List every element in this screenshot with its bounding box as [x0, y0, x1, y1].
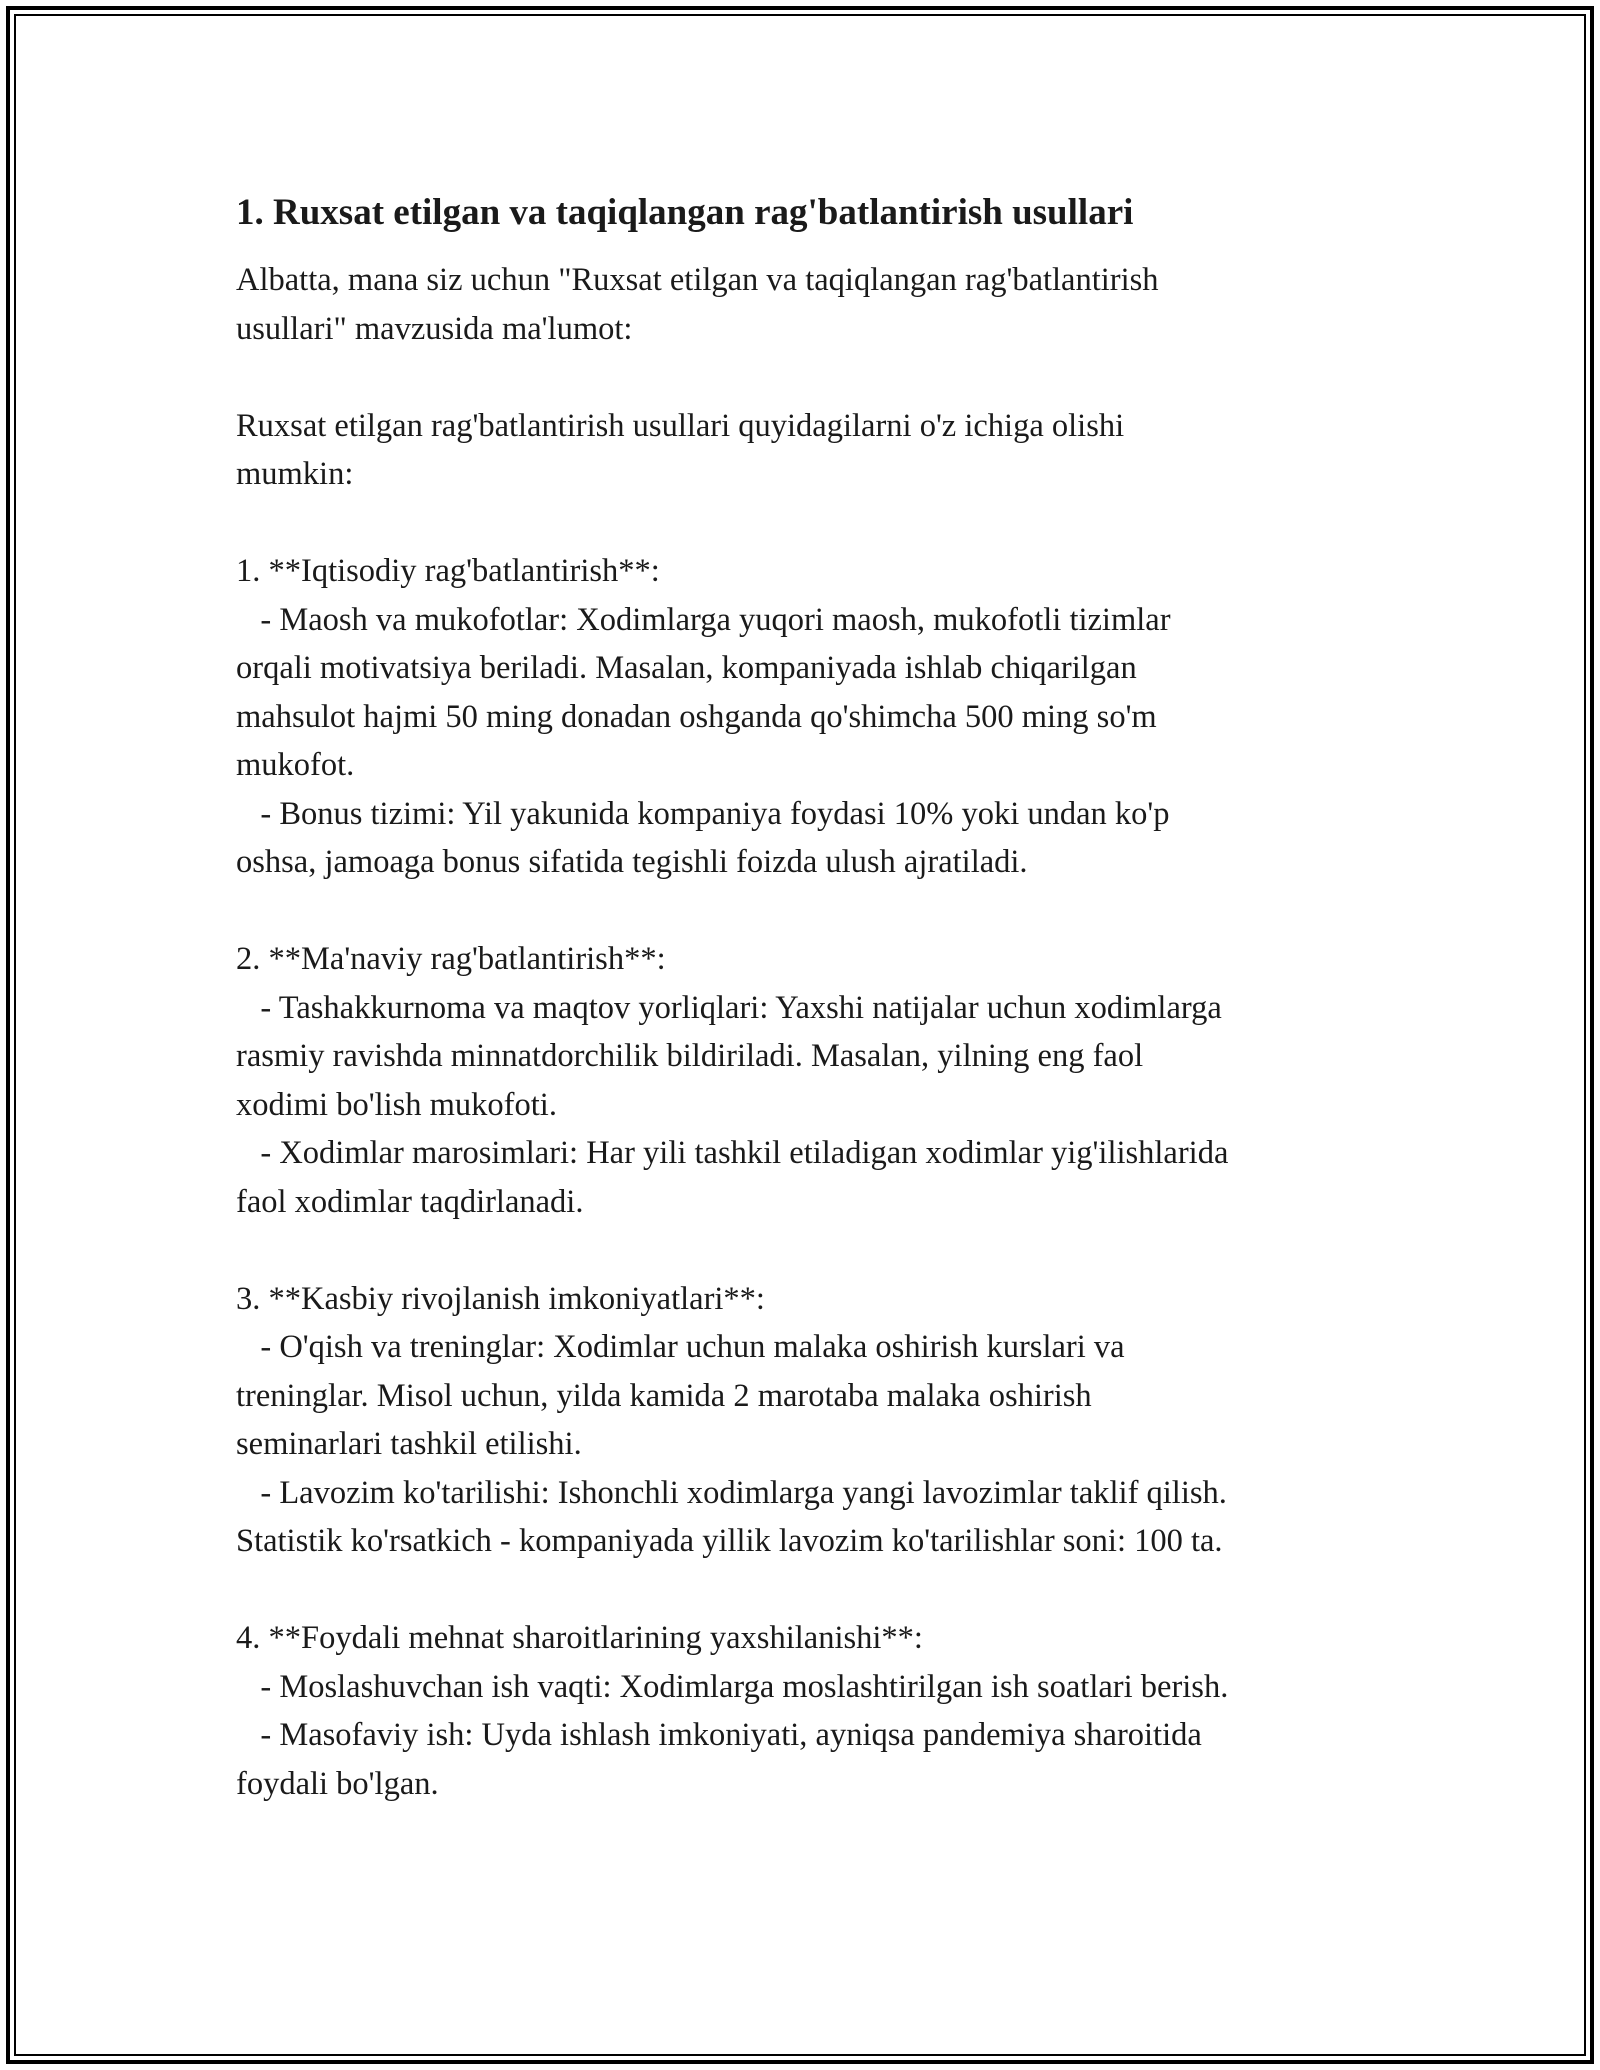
text-line: Ruxsat etilgan rag'batlantirish usullari quyidagilarni o'z ichiga olishi	[236, 407, 1125, 444]
section-heading: 3. **Kasbiy rivojlanish imkoniyatlari**:	[236, 1280, 765, 1317]
text-line: mahsulot hajmi 50 ming donadan oshganda qo'shimcha 500 ming so'm	[236, 698, 1157, 735]
text-line: - O'qish va treninglar: Xodimlar uchun malaka oshirish kurslari va	[236, 1329, 1125, 1365]
text-line: orqali motivatsiya beriladi. Masalan, kompaniyada ishlab chiqarilgan	[236, 650, 1137, 686]
text-line: - Bonus tizimi: Yil yakunida kompaniya foydasi 10% yoki undan ko'p	[236, 795, 1170, 832]
text-line	[236, 353, 1386, 402]
text-line: usullari" mavzusida ma'lumot:	[236, 310, 633, 347]
text-line: mukofot.	[236, 747, 355, 783]
section-heading: 1. **Iqtisodiy rag'batlantirish**:	[236, 553, 660, 589]
text-line: treninglar. Misol uchun, yilda kamida 2 marotaba malaka oshirish	[236, 1377, 1092, 1414]
text-line	[236, 1226, 1386, 1275]
text-line: mumkin:	[236, 456, 354, 492]
section-heading: 4. **Foydali mehnat sharoitlarining yaxshilanishi**:	[236, 1620, 923, 1656]
text-line: rasmiy ravishda minnatdorchilik bildiriladi. Masalan, yilning eng faol	[236, 1038, 1144, 1074]
document-title: 1. Ruxsat etilgan va taqiqlangan rag'batlantirish usullari	[236, 192, 1134, 233]
document-text	[236, 256, 1386, 1808]
text-line: - Xodimlar marosimlari: Har yili tashkil etiladigan xodimlar yig'ilishlarida	[236, 1135, 1229, 1171]
text-line: - Lavozim ko'tarilishi: Ishonchli xodimlarga yangi lavozimlar taklif qilish.	[236, 1474, 1227, 1511]
text-line: seminarlari tashkil etilishi.	[236, 1426, 582, 1462]
text-line: foydali bo'lgan.	[236, 1765, 439, 1802]
text-line: - Maosh va mukofotlar: Xodimlarga yuqori maosh, mukofotli tizimlar	[236, 601, 1171, 638]
text-line: xodimi bo'lish mukofoti.	[236, 1086, 557, 1123]
text-line: - Tashakkurnoma va maqtov yorliqlari: Yaxshi natijalar uchun xodimlarga	[236, 989, 1222, 1026]
text-line: - Moslashuvchan ish vaqti: Xodimlarga moslashtirilgan ish soatlari berish.	[236, 1668, 1229, 1705]
text-line: Statistik ko'rsatkich - kompaniyada yillik lavozim ko'tarilishlar soni: 100 ta.	[236, 1523, 1223, 1559]
text-line	[236, 499, 1386, 548]
section-heading: 2. **Ma'naviy rag'batlantirish**:	[236, 941, 666, 977]
text-line: oshsa, jamoaga bonus sifatida tegishli foizda ulush ajratiladi.	[236, 844, 1028, 880]
text-line: faol xodimlar taqdirlanadi.	[236, 1183, 584, 1220]
text-line: Albatta, mana siz uchun "Ruxsat etilgan va taqiqlangan rag'batlantirish	[236, 262, 1159, 298]
text-line	[236, 1566, 1386, 1615]
document-body	[236, 188, 1386, 1808]
text-line: - Masofaviy ish: Uyda ishlash imkoniyati, ayniqsa pandemiya sharoitida	[236, 1717, 1202, 1753]
text-line	[236, 887, 1386, 936]
